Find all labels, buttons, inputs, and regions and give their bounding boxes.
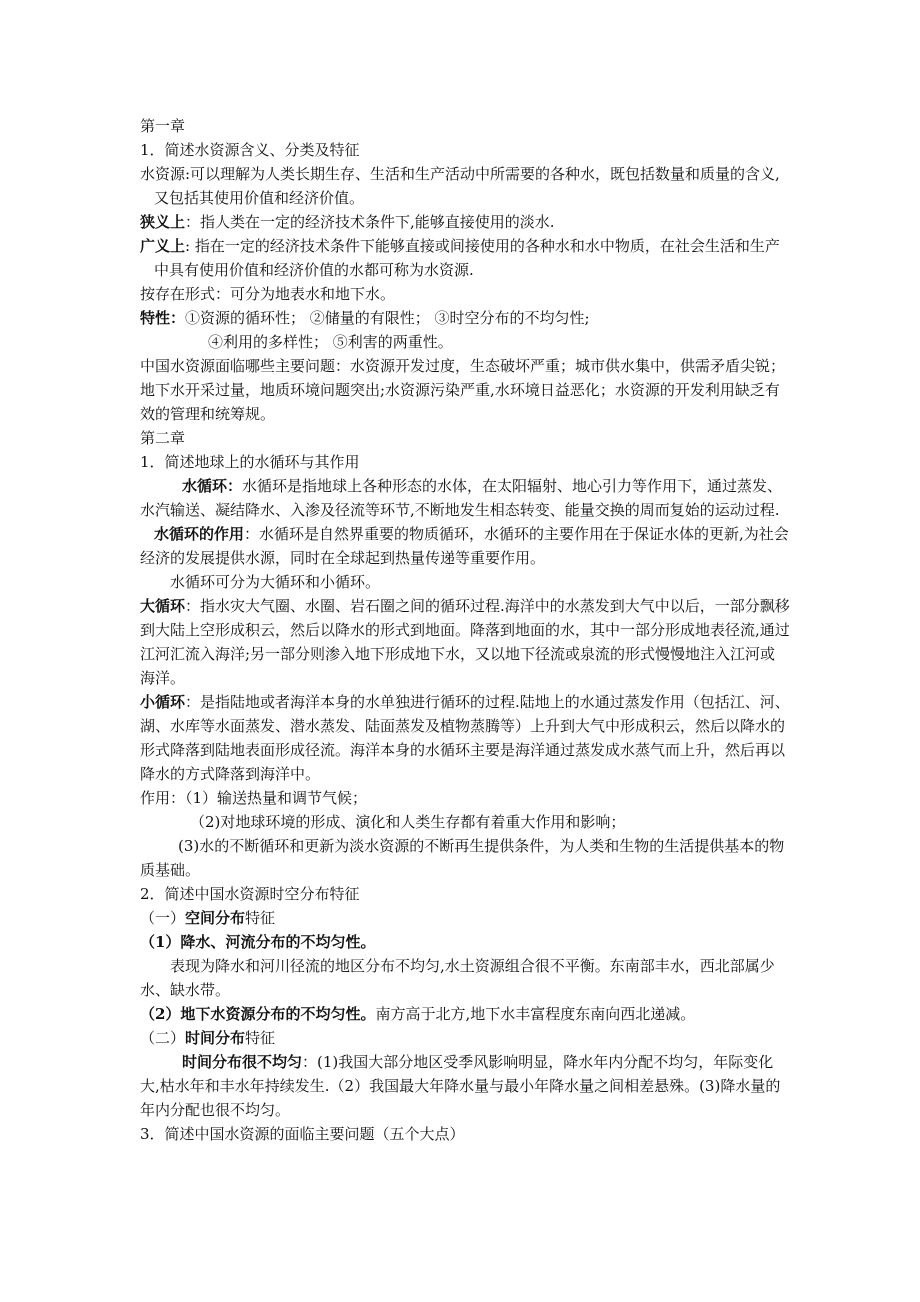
- question-2-2: 2．简述中国水资源时空分布特征: [140, 885, 360, 903]
- effect-item-2: （2)对地球环境的形成、演化和人类生存都有着重大作用和影响；: [190, 813, 626, 831]
- small-cycle-label: 小循环: [140, 693, 186, 711]
- uneven-precipitation-heading: （1）降水、河流分布的不均匀性。: [140, 933, 376, 951]
- water-cycle-role-paragraph: [140, 522, 790, 570]
- uneven-precipitation-text: 表现为降水和河川径流的地区分布不均匀,水土资源组合很不平衡。东南部丰水，西北部属少水、缺水带。: [140, 957, 775, 999]
- features-line-2: ④利用的多样性； ⑤利害的两重性。: [208, 333, 453, 351]
- effect-item-1: 作用：（1）输送热量和调节气候；: [140, 789, 368, 807]
- broad-sense-label: 广义上: [140, 237, 186, 255]
- uneven-groundwater-paragraph: [140, 1002, 790, 1026]
- effect-item-3: (3)水的不断循环和更新为淡水资源的不断再生提供条件，为人类和生物的生活提供基本的物质基础。: [140, 837, 785, 879]
- space-heading-bold: 空间分布: [185, 909, 246, 927]
- china-problems: 中国水资源面临哪些主要问题：水资源开发过度，生态破坏严重；城市供水集中，供需矛盾尖锐；地下水开采过量，地质环境问题突出;水资源污染严重,水环境日益恶化；水资源的开发利用缺乏有效的管理和统筹规。: [140, 357, 786, 423]
- time-distribution-heading: [140, 1026, 790, 1050]
- document-body: [140, 114, 790, 1146]
- uneven-groundwater-text: 南方高于北方,地下水丰富程度东南向西北递减。: [375, 1005, 696, 1023]
- big-cycle-text: ：指水灾大气圈、水圈、岩石圈之间的循环过程.海洋中的水蒸发到大气中以后，一部分飘移到大陆上空形成积云，然后以降水的形式到地面。降落到地面的水，其中一部分形成地表径流,通过江河汇流入海洋;另一部分则渗入地下形成地下水，又以地下径流或泉流的形式慢慢地注入江河或海洋。: [140, 597, 790, 687]
- small-cycle-paragraph: [140, 690, 790, 786]
- big-cycle-paragraph: [140, 594, 790, 690]
- existence-form: 按存在形式：可分为地表水和地下水。: [140, 285, 396, 303]
- uneven-groundwater-label: （2）地下水资源分布的不均匀性。: [140, 1005, 376, 1023]
- space-heading-prefix: （一）: [140, 909, 186, 927]
- water-cycle-role-text: ：水循环是自然界重要的物质循环，水循环的主要作用在于保证水体的更新,为社会经济的发展提供水源，同时在全球起到热量传递等重要作用。: [140, 525, 789, 567]
- features-line-1: [140, 306, 790, 330]
- narrow-sense-label: 狭义上: [140, 213, 186, 231]
- water-resource-definition: 水资源:可以理解为人类长期生存、生活和生产活动中所需要的各种水，既包括数量和质量的含义,又包括其使用价值和经济价值。: [140, 165, 780, 207]
- features-text-1: ①资源的循环性； ②储量的有限性； ③时空分布的不均匀性;: [185, 309, 590, 327]
- water-cycle-types: 水循环可分为大循环和小循环。: [170, 573, 381, 591]
- water-cycle-paragraph: [140, 474, 790, 522]
- time-heading-suffix: 特征: [245, 1029, 276, 1047]
- features-label: 特性：: [140, 309, 186, 327]
- chapter-1-title: 第一章: [140, 117, 186, 135]
- time-distribution-text: ：(1)我国大部分地区受季风影响明显，降水年内分配不均匀，年际变化大,枯水年和丰水年持续发生.（2）我国最大年降水量与最小年降水量之间相差悬殊。(3)降水量的年内分配也很不均匀。: [140, 1053, 781, 1119]
- water-cycle-text: 水循环是指地球上各种形态的水体，在太阳辐射、地心引力等作用下，通过蒸发、水汽输送、凝结降水、入渗及径流等环节,不断地发生相态转变、能量交换的周而复始的运动过程.: [140, 477, 783, 519]
- question-2-3: 3．简述中国水资源的面临主要问题（五个大点）: [140, 1125, 465, 1143]
- time-heading-bold: 时间分布: [185, 1029, 246, 1047]
- space-distribution-heading: [140, 906, 790, 930]
- question-2-1: 1．简述地球上的水循环与其作用: [140, 453, 360, 471]
- narrow-sense-text: ：指人类在一定的经济技术条件下,能够直接使用的淡水.: [185, 213, 555, 231]
- big-cycle-label: 大循环: [140, 597, 186, 615]
- chapter-2-title: 第二章: [140, 429, 186, 447]
- broad-sense-paragraph: [140, 234, 790, 282]
- broad-sense-text: : 指在一定的经济技术条件下能够直接或间接使用的各种水和水中物质，在社会生活和生产中具有使用价值和经济价值的水都可称为水资源.: [154, 237, 780, 279]
- water-cycle-label: 水循环：: [182, 477, 243, 495]
- space-heading-suffix: 特征: [245, 909, 276, 927]
- small-cycle-text: ：是指陆地或者海洋本身的水单独进行循环的过程.陆地上的水通过蒸发作用（包括江、河、湖、水库等水面蒸发、潜水蒸发、陆面蒸发及植物蒸腾等）上升到大气中形成积云，然后以降水的形式降落到陆地表面形成径流。海洋本身的水循环主要是海洋通过蒸发成水蒸气而上升，然后再以降水的方式降落到海洋中。: [140, 693, 790, 783]
- time-heading-prefix: （二）: [140, 1029, 186, 1047]
- question-1-1: 1．简述水资源含义、分类及特征: [140, 141, 360, 159]
- narrow-sense-paragraph: [140, 210, 790, 234]
- time-distribution-label: 时间分布很不均匀: [182, 1053, 303, 1071]
- time-distribution-paragraph: [140, 1050, 790, 1122]
- water-cycle-role-label: 水循环的作用: [154, 525, 245, 543]
